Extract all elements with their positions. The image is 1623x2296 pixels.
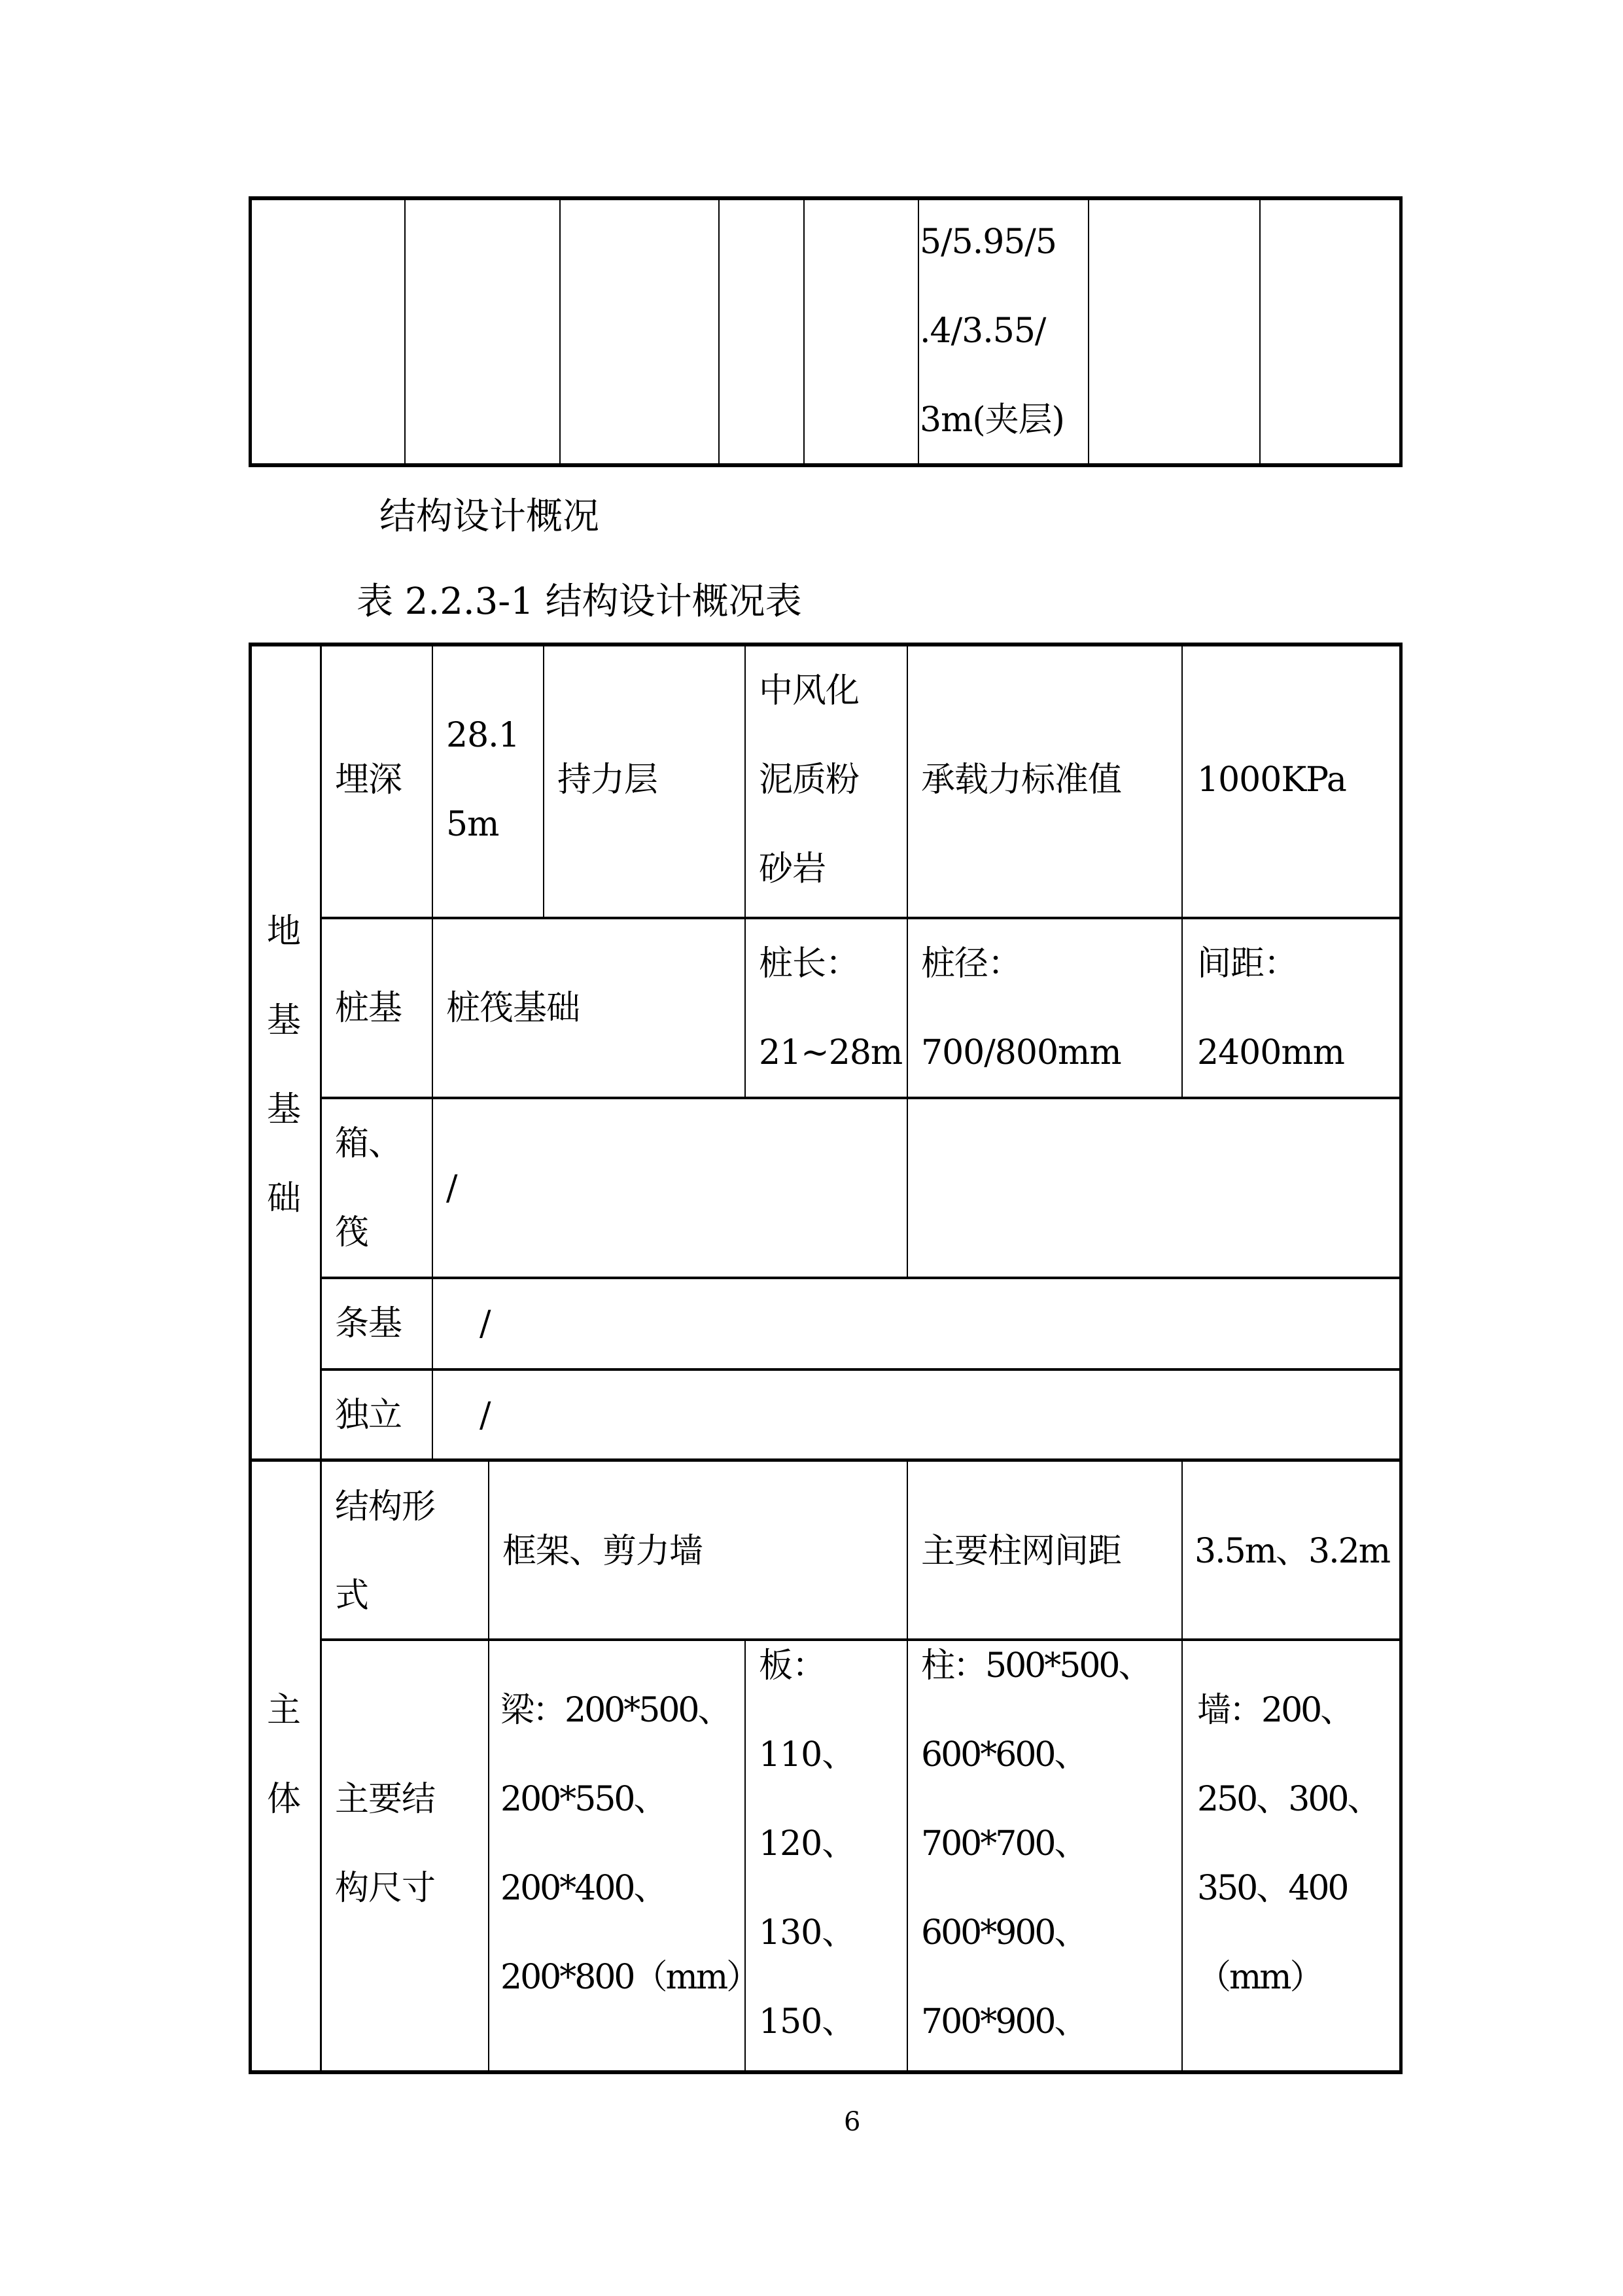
group-label-foundation: 基 — [267, 1090, 301, 1129]
floor-height-line: .4/3.55/ — [920, 311, 1046, 351]
page-number: 6 — [844, 2107, 861, 2137]
cell-divider — [1088, 196, 1089, 467]
cell-divider — [404, 196, 406, 467]
structure-form-label: 结构形 — [335, 1487, 436, 1527]
cell-divider — [918, 196, 919, 467]
beam-size: 200*550、 — [500, 1780, 666, 1819]
column-size: 600*600、 — [921, 1735, 1087, 1775]
main-size-label: 主要结 — [335, 1780, 436, 1819]
cell-divider — [432, 643, 433, 1460]
floor-height-line: 5/5.95/5 — [920, 222, 1056, 262]
cell-divider — [1181, 643, 1183, 1098]
section-heading: 结构设计概况 — [379, 495, 599, 538]
section-divider — [249, 1458, 1403, 1462]
table-caption: 表 2.2.3-1 结构设计概况表 — [357, 580, 802, 623]
bearing-layer-value: 砂岩 — [759, 849, 826, 889]
group-label-main-body: 体 — [267, 1780, 301, 1819]
structure-form-value: 框架、剪力墙 — [502, 1532, 703, 1571]
cell-divider — [1259, 196, 1261, 467]
raft-label: 箱、 — [335, 1124, 402, 1163]
cell-divider — [744, 643, 746, 1098]
group-label-foundation: 础 — [267, 1179, 301, 1218]
wall-size: 350、400 — [1197, 1869, 1348, 1908]
cell-divider — [1181, 1460, 1183, 2072]
group-label-foundation: 基 — [267, 1001, 301, 1040]
cell-divider — [543, 643, 544, 918]
floor-height-line: 3m(夹层) — [920, 400, 1064, 440]
capacity-value: 1000KPa — [1197, 760, 1346, 800]
column-size: 600*900、 — [921, 1913, 1087, 1952]
depth-value: 5m — [446, 805, 499, 844]
bearing-layer-label: 持力层 — [557, 760, 658, 800]
slab-size: 130、 — [759, 1913, 856, 1952]
cell-divider — [907, 643, 908, 1278]
depth-value: 28.1 — [446, 716, 519, 755]
pile-diameter-value: 700/800mm — [921, 1033, 1121, 1072]
pile-spacing-label: 间距： — [1197, 944, 1298, 983]
strip-foundation-value: / — [480, 1304, 491, 1343]
wall-size: 250、300、 — [1197, 1780, 1380, 1819]
capacity-label: 承载力标准值 — [921, 760, 1122, 800]
main-size-label: 构尺寸 — [335, 1869, 436, 1908]
strip-foundation-label: 条基 — [335, 1304, 402, 1343]
pile-length-label: 桩长： — [759, 944, 860, 983]
table-border — [1399, 643, 1403, 2074]
cell-divider — [488, 1460, 489, 2072]
bearing-layer-value: 泥质粉 — [759, 760, 860, 800]
beam-size: 200*400、 — [500, 1869, 666, 1908]
table-border — [249, 463, 1403, 467]
bearing-layer-value: 中风化 — [759, 671, 860, 711]
wall-size: （mm） — [1197, 1958, 1322, 1997]
group-label-foundation: 地 — [267, 912, 301, 951]
slab-size: 120、 — [759, 1824, 856, 1863]
column-size: 700*700、 — [921, 1824, 1087, 1863]
structure-form-label: 式 — [335, 1576, 369, 1616]
wall-size: 墙：200、 — [1197, 1691, 1353, 1730]
cell-divider — [559, 196, 561, 467]
pile-diameter-label: 桩径： — [921, 944, 1022, 983]
cell-divider — [320, 643, 322, 2074]
pile-label: 桩基 — [335, 989, 402, 1028]
cell-divider — [803, 196, 805, 467]
raft-label: 筏 — [335, 1213, 369, 1252]
table-border — [1399, 196, 1403, 467]
column-size: 柱：500*500、 — [921, 1646, 1151, 1686]
pile-length-value: 21~28m — [759, 1033, 903, 1072]
slab-size: 板： — [759, 1646, 826, 1686]
table-border — [249, 196, 252, 467]
pile-type: 桩筏基础 — [446, 989, 580, 1028]
cell-divider — [907, 1460, 908, 2072]
slab-size: 150、 — [759, 2002, 856, 2041]
table-border — [249, 196, 1403, 200]
column-size: 700*900、 — [921, 2002, 1087, 2041]
slab-size: 110、 — [759, 1735, 856, 1775]
cell-divider — [718, 196, 720, 467]
row-divider — [321, 1638, 1401, 1641]
depth-label: 埋深 — [335, 760, 402, 800]
column-grid-value: 3.5m、3.2m — [1195, 1532, 1390, 1571]
beam-size: 200*800（mm） — [500, 1958, 759, 1997]
column-grid-label: 主要柱网间距 — [921, 1532, 1122, 1571]
table-border — [249, 643, 252, 2074]
beam-size: 梁：200*500、 — [500, 1691, 730, 1730]
pile-spacing-value: 2400mm — [1197, 1033, 1344, 1072]
group-label-main-body: 主 — [267, 1691, 301, 1730]
raft-value: / — [446, 1169, 457, 1208]
isolated-foundation-label: 独立 — [335, 1396, 402, 1435]
table-border — [249, 2070, 1403, 2074]
isolated-foundation-value: / — [480, 1396, 491, 1435]
